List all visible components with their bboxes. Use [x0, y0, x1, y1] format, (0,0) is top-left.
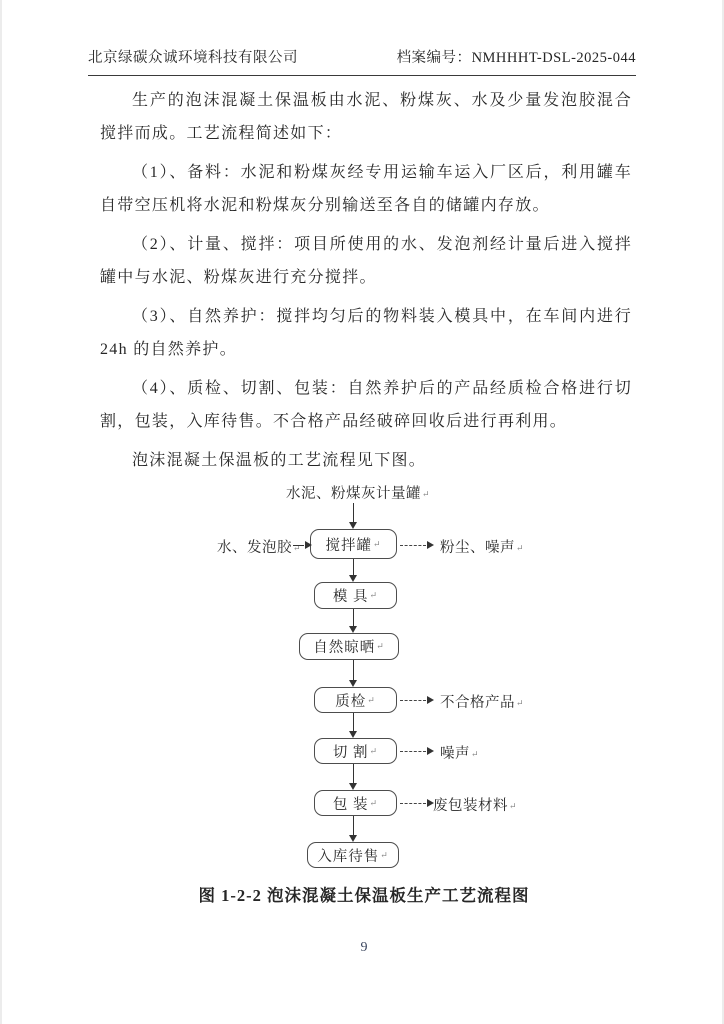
archive-number	[397, 46, 636, 67]
flow-node-natural-drying: 自然晾晒 ↵	[299, 633, 399, 660]
arrow-down-icon	[353, 816, 354, 835]
flow-output-rejects: 不合格产品↵	[440, 695, 525, 711]
company-name: 北京绿碳众诚环境科技有限公司	[88, 50, 298, 66]
paragraph-step-3: （3）、自然养护：搅拌均匀后的物料装入模具中，在车间内进行 24h 的自然养护。	[100, 308, 632, 358]
dashed-arrow-right-icon	[400, 803, 426, 804]
arrow-down-icon	[353, 609, 354, 626]
return-mark: ↵	[516, 543, 525, 553]
flow-node-mold: 模 具 ↵	[314, 582, 397, 609]
archive-label: 档案编号：	[396, 50, 472, 66]
process-flowchart	[2, 476, 724, 874]
return-mark: ↵	[369, 590, 379, 600]
paragraph-step-1: （1）、备料：水泥和粉煤灰经专用运输车运入厂区后，利用罐车自带空压机将水泥和粉煤灰分别输送至各自的储罐内存放。	[100, 164, 632, 214]
flow-node-packing: 包 装 ↵	[314, 790, 397, 816]
flow-output-dust-noise: 粉尘、噪声↵	[440, 540, 525, 556]
return-mark: ↵	[516, 698, 525, 708]
flow-node-quality-check: 质检 ↵	[314, 687, 397, 713]
archive-value: NMHHHT-DSL-2025-044	[471, 50, 636, 66]
body-text	[100, 84, 632, 483]
paragraph-step-2: （2）、计量、搅拌：项目所使用的水、发泡剂经计量后进入搅拌罐中与水泥、粉煤灰进行充分搅拌。	[100, 236, 632, 286]
page-number: 9	[360, 940, 368, 955]
flow-left-input-label: 水、发泡胶↵	[217, 540, 302, 556]
dashed-arrow-right-icon	[400, 545, 426, 546]
return-mark: ↵	[369, 797, 379, 808]
flow-node-cutting: 切 割 ↵	[314, 738, 397, 764]
return-mark: ↵	[509, 801, 518, 811]
flow-node-mixing-tank: 搅拌罐 ↵	[310, 529, 397, 559]
flow-node-warehouse: 入库待售 ↵	[307, 842, 399, 868]
arrow-down-icon	[353, 713, 354, 731]
return-mark: ↵	[367, 694, 376, 705]
figure-caption: 图 1-2-2 泡沫混凝土保温板生产工艺流程图	[198, 886, 530, 905]
arrow-down-icon	[353, 660, 354, 680]
paragraph-step-4: （4）、质检、切割、包装：自然养护后的产品经质检合格进行切割，包装，入库待售。不合格产品经破碎回收后进行再利用。	[100, 380, 632, 430]
arrow-down-icon	[353, 559, 354, 575]
return-mark: ↵	[372, 538, 382, 549]
return-mark: ↵	[421, 489, 431, 499]
dashed-arrow-right-icon	[400, 751, 426, 752]
page-header	[88, 46, 636, 76]
return-mark: ↵	[380, 849, 389, 860]
arrow-down-icon	[353, 503, 354, 522]
flow-top-label: 水泥、粉煤灰计量罐↵	[285, 486, 431, 502]
arrow-down-icon	[353, 764, 354, 783]
flow-output-waste-packaging: 废包装材料↵	[433, 798, 518, 814]
return-mark: ↵	[293, 543, 302, 553]
paragraph-see-below: 泡沫混凝土保温板的工艺流程见下图。	[132, 452, 427, 469]
flow-output-noise: 噪声↵	[440, 746, 480, 762]
paragraph-intro: 生产的泡沫混凝土保温板由水泥、粉煤灰、水及少量发泡胶混合搅拌而成。工艺流程简述如下：	[100, 92, 632, 142]
return-mark: ↵	[369, 745, 379, 756]
return-mark: ↵	[376, 641, 385, 651]
return-mark: ↵	[471, 749, 480, 759]
dashed-arrow-right-icon	[400, 700, 426, 701]
arrow-right-icon	[293, 545, 304, 546]
